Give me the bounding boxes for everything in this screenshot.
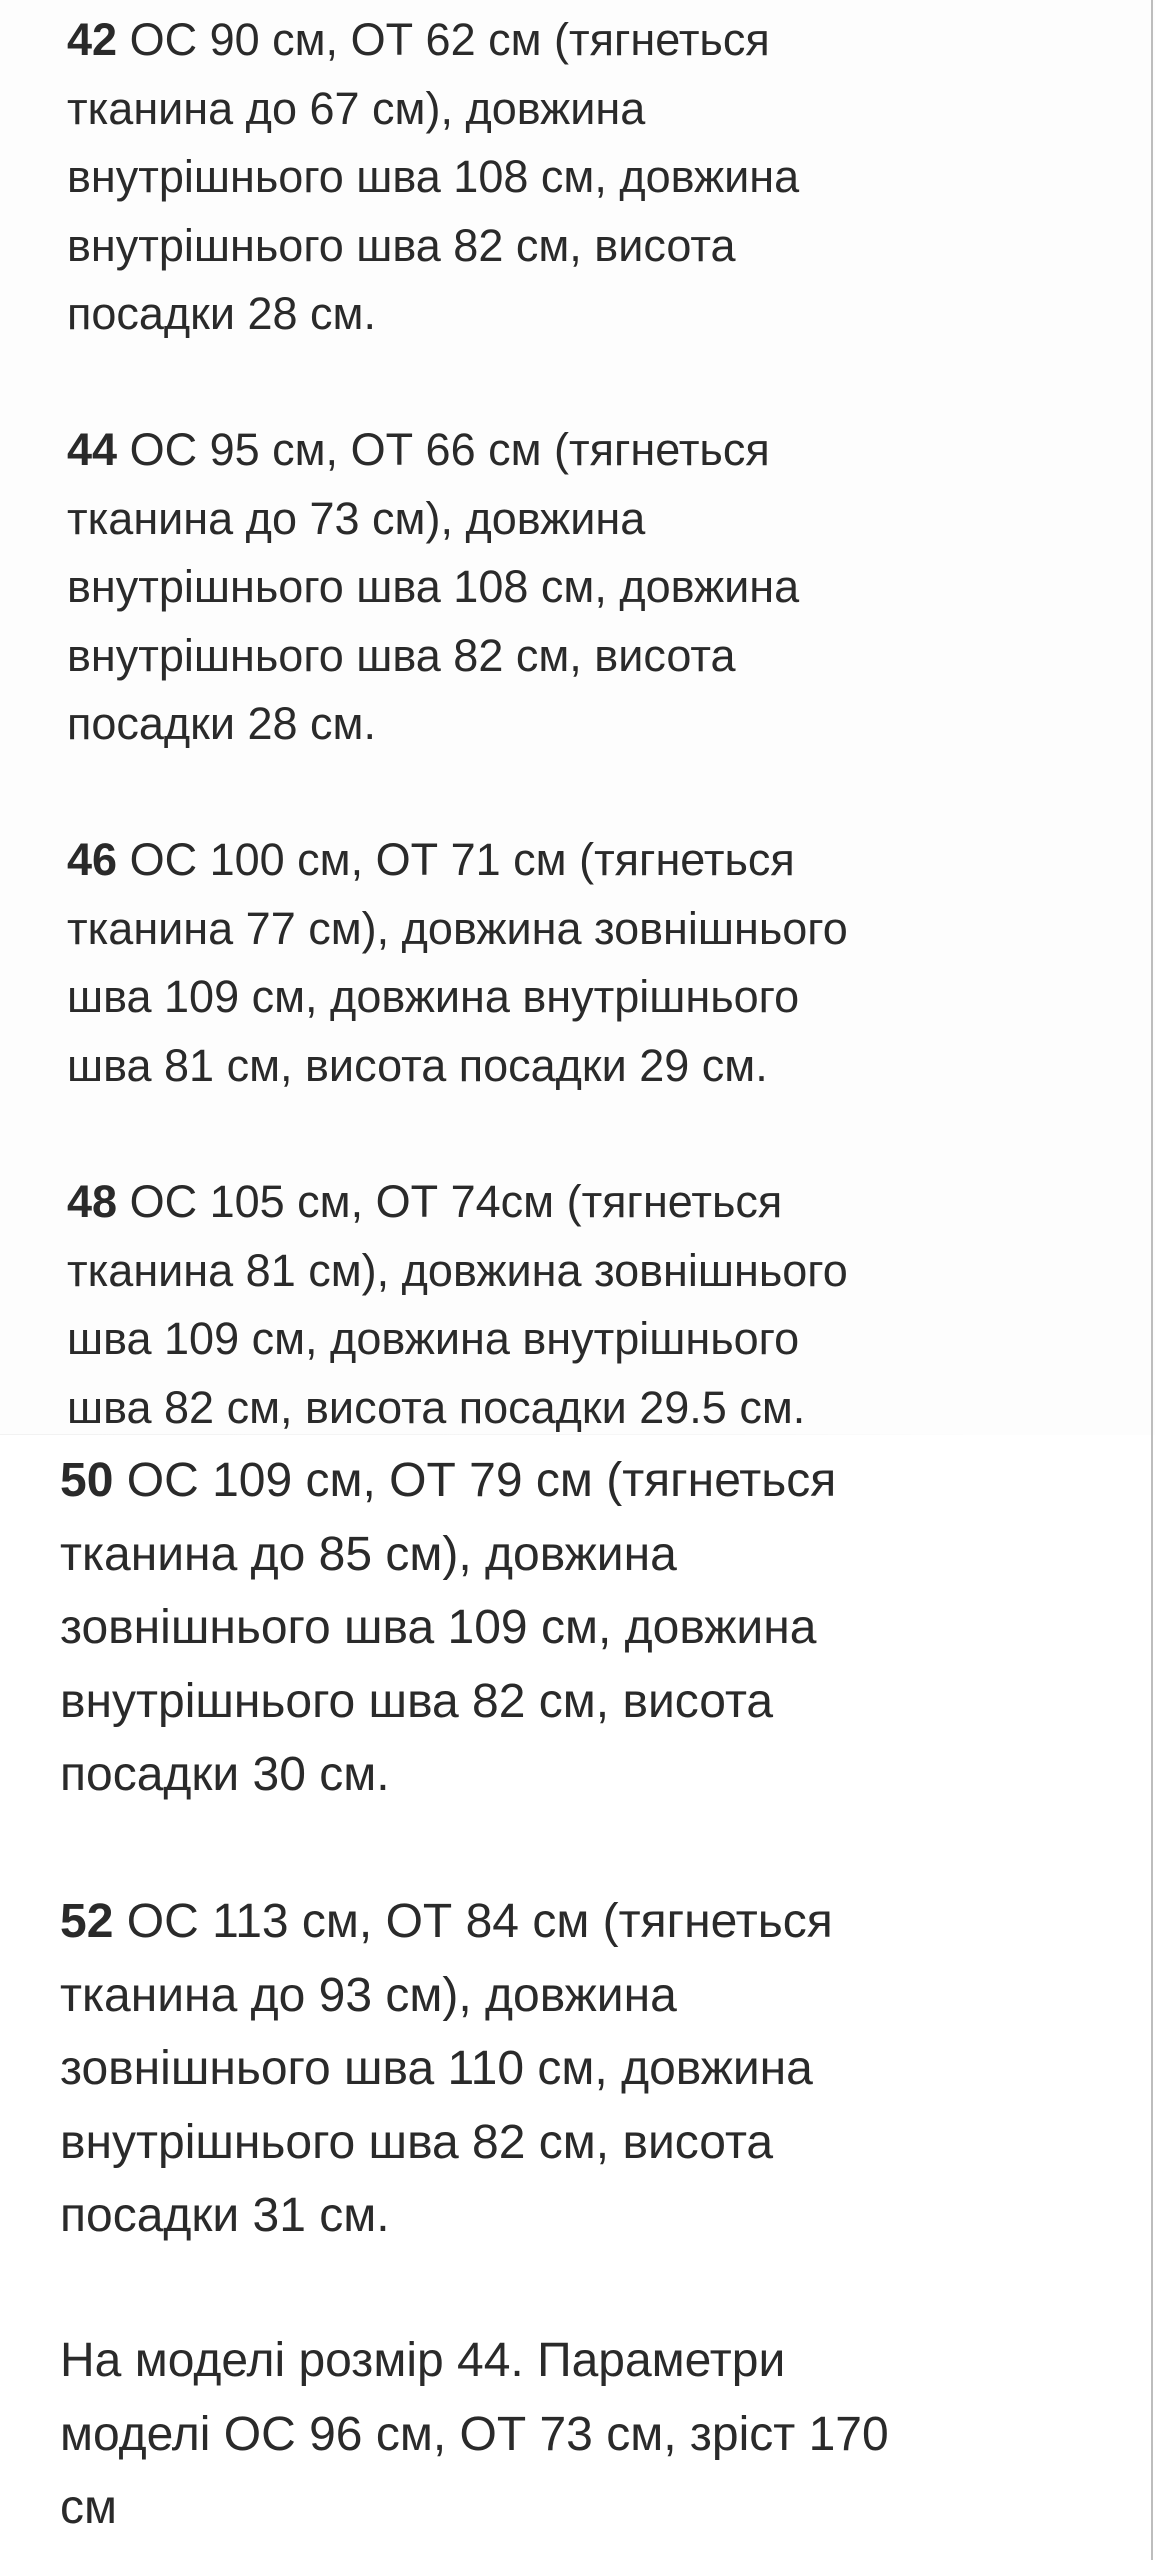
size-label: 52 (60, 1895, 114, 1948)
model-size-note: На моделі розмір 44. Параметри моделі ОС 96 см, ОТ 73 см, зріст 170 см (60, 2334, 889, 2534)
size-label: 42 (67, 14, 118, 65)
size-entry-44 (67, 416, 1067, 759)
size-label: 48 (67, 1176, 118, 1227)
right-edge-divider (1151, 0, 1153, 2560)
size-measurements: ОС 90 см, ОТ 62 см (тягнеться тканина до 67 см), довжина внутрішнього шва 108 см, довжина внутрішнього шва 82 см, висота посадки 28 см. (67, 14, 800, 339)
size-measurements: ОС 105 см, ОТ 74см (тягнеться тканина 81 см), довжина зовнішнього шва 109 см, довжина внутрішнього шва 82 см, висота посадки 29.5 см. (67, 1176, 848, 1433)
size-measurements: ОС 113 см, ОТ 84 см (тягнеться тканина до 93 см), довжина зовнішнього шва 110 см, довжина внутрішнього шва 82 см, висота посадки 31 см. (60, 1895, 833, 2242)
size-measurements: ОС 109 см, ОТ 79 см (тягнеться тканина до 85 см), довжина зовнішнього шва 109 см, довжина внутрішнього шва 82 см, висота посадки 30 см. (60, 1454, 837, 1801)
size-label: 44 (67, 424, 118, 475)
size-measurements: ОС 95 см, ОТ 66 см (тягнеться тканина до 73 см), довжина внутрішнього шва 108 см, довжина внутрішнього шва 82 см, висота посадки 28 см. (67, 424, 800, 749)
size-entry-50 (60, 1444, 1100, 1812)
size-label: 46 (67, 834, 118, 885)
size-chart-lower-screenshot (0, 1435, 1155, 2560)
size-entry-48 (67, 1168, 1067, 1435)
size-entry-46 (67, 826, 1067, 1100)
size-entry-42 (67, 6, 1067, 349)
size-measurements: ОС 100 см, ОТ 71 см (тягнеться тканина 77 см), довжина зовнішнього шва 109 см, довжина внутрішнього шва 81 см, висота посадки 29 см. (67, 834, 848, 1091)
size-label: 50 (60, 1454, 114, 1507)
size-entry-52 (60, 1885, 1100, 2253)
